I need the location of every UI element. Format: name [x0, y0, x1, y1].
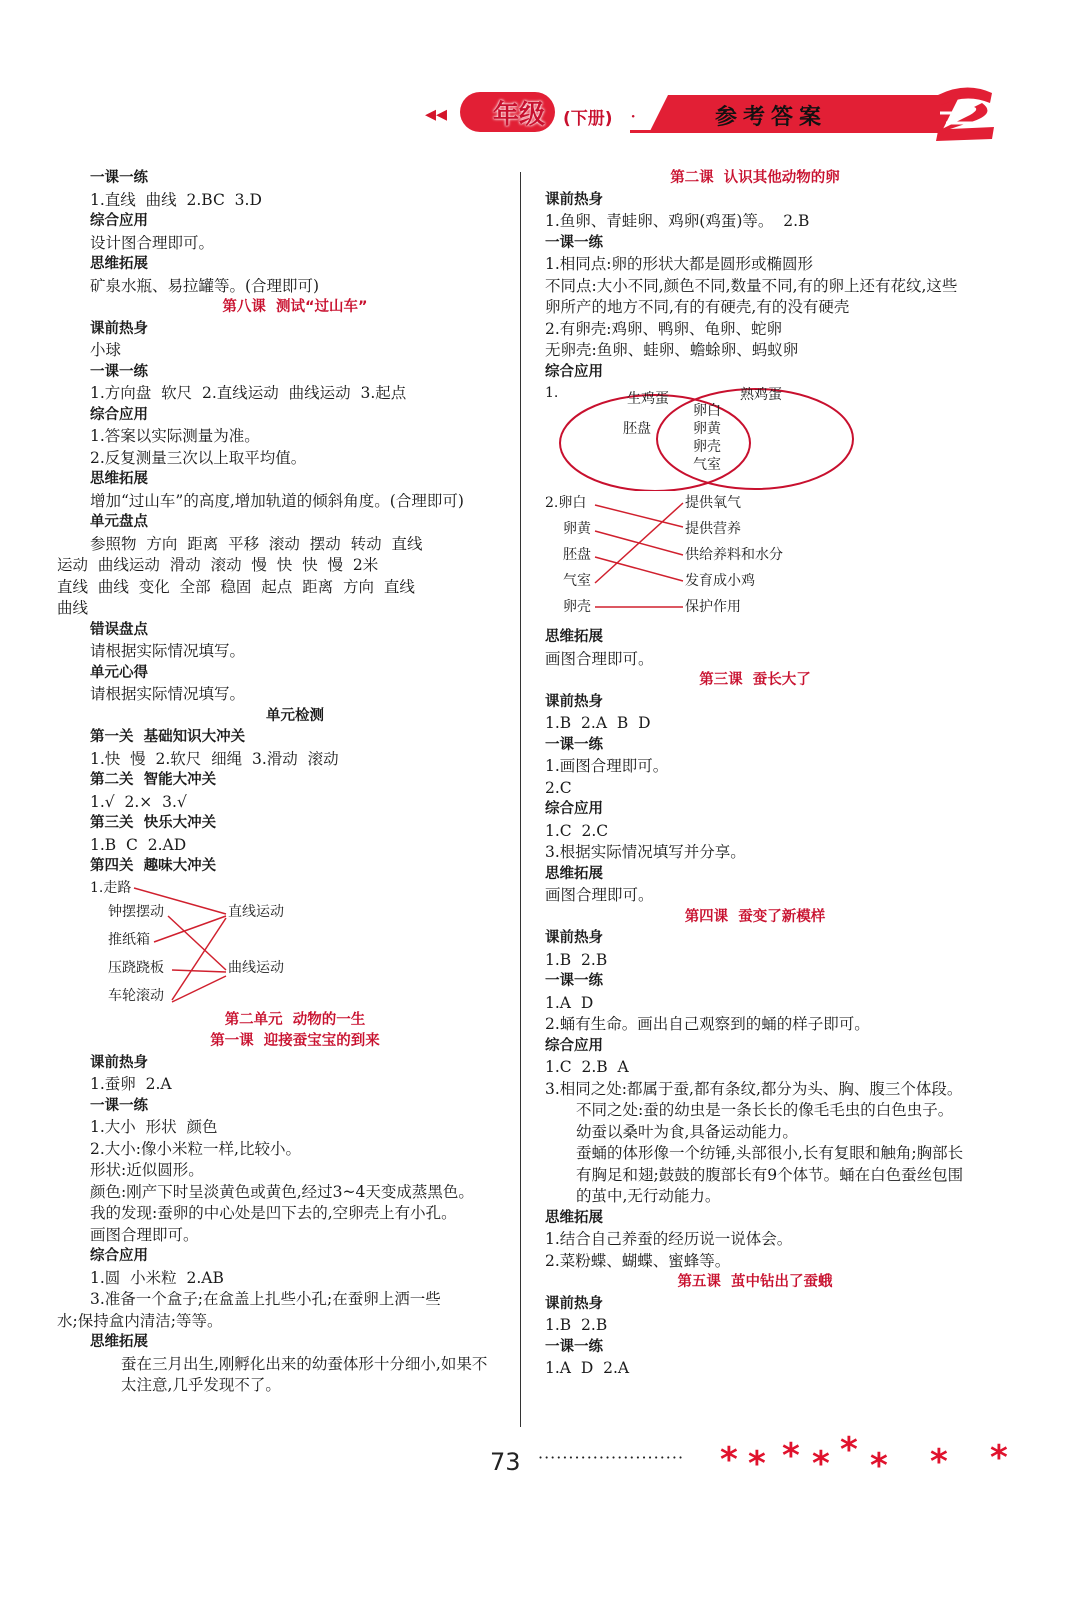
match-right-item: 直线运动	[228, 903, 284, 920]
match-right-item: 保护作用	[685, 599, 741, 615]
lesson-title: 第一课 迎接蚕宝宝的到来	[210, 1033, 380, 1049]
match-line	[154, 916, 226, 942]
right-column	[545, 168, 965, 1380]
venn-common-item: 卵黄	[693, 421, 721, 437]
match-left-item: 车轮滚动	[108, 987, 164, 1004]
section-heading: 错误盘点	[90, 621, 148, 638]
match-right-item: 曲线运动	[228, 959, 284, 976]
venn-right-label: 熟鸡蛋	[740, 387, 782, 403]
star-icon: *	[840, 1430, 858, 1470]
lesson-title: 第四课 蚕变了新模样	[684, 908, 826, 925]
answer-line: 曲线	[57, 599, 89, 617]
left-column	[57, 168, 500, 1397]
answer-line: 2.蛹有生命。画出自己观察到的蛹的样子即可。	[545, 1015, 870, 1033]
venn-right-circle	[657, 389, 853, 489]
answer-line: 无卵壳:鱼卵、蛙卵、蟾蜍卵、蚂蚁卵	[545, 341, 799, 359]
section-heading: 第一关 基础知识大冲关	[90, 729, 246, 745]
answer-line: 1.快 慢 2.软尺 细绳 3.滑动 滚动	[90, 749, 339, 768]
section-heading: 综合应用	[545, 1037, 603, 1054]
answer-line: 2.反复测量三次以上取平均值。	[90, 448, 307, 467]
answer-line: 直线 曲线 变化 全部 稳固 起点 距离 方向 直线	[57, 577, 415, 596]
section-heading: 单元盘点	[90, 514, 148, 530]
section-heading: 一课一练	[90, 363, 148, 380]
match-right-item: 提供营养	[685, 521, 741, 537]
lesson-title: 第二单元 动物的一生	[224, 1011, 366, 1028]
answer-line: 3.相同之处:都属于蚕,都有条纹,都分为头、胸、腹三个体段。	[545, 1079, 963, 1098]
match-right-item: 发育成小鸡	[685, 573, 755, 589]
venn-number: 1.	[545, 385, 559, 401]
section-heading: 综合应用	[90, 213, 148, 229]
star-icon: *	[930, 1442, 948, 1482]
section-heading: 综合应用	[90, 1248, 148, 1264]
answer-line: 1.画图合理即可。	[545, 757, 669, 775]
unit-test-title: 单元检测	[266, 707, 324, 724]
section-heading: 一课一练	[545, 973, 603, 989]
match-line	[172, 918, 226, 1000]
answer-line: 不同点:大小不同,颜色不同,数量不同,有的卵上还有花纹,这些卵所产的地方不同,有的有硬壳,有的没有硬壳	[545, 276, 958, 316]
answer-line: 我的发现:蚕卵的中心处是凹下去的,空卵壳上有小孔。	[90, 1204, 457, 1222]
answer-line: 颜色:刚产下时呈淡黄色或黄色,经过3~4天变成蒸黑色。	[90, 1182, 474, 1201]
footer-dotted-line: ························	[538, 1448, 685, 1467]
star-icon: *	[782, 1436, 800, 1476]
answer-line: 1.鱼卵、青蛙卵、鸡卵(鸡蛋)等。 2.B	[545, 212, 810, 230]
grade-number-logo-icon	[930, 83, 1002, 145]
answer-line: 增加“过山车”的高度,增加轨道的倾斜角度。(合理即可)	[90, 491, 464, 510]
answer-line: 矿泉水瓶、易拉罐等。(合理即可)	[90, 276, 320, 295]
answer-line: 1.直线 曲线 2.BC 3.D	[90, 190, 262, 209]
answer-line: 3.准备一个盒子;在盒盖上扎些小孔;在蚕卵上洒一些	[90, 1290, 441, 1308]
section-heading: 单元心得	[90, 664, 148, 681]
answer-line: 参照物 方向 距离 平移 滚动 摆动 转动 直线	[90, 534, 423, 553]
section-heading: 思维拓展	[545, 629, 603, 645]
star-icon: *	[720, 1440, 738, 1480]
answer-line: 2.C	[545, 778, 572, 797]
section-heading: 综合应用	[545, 801, 603, 817]
answer-line: 1.相同点:卵的形状大都是圆形或椭圆形	[545, 255, 814, 273]
answer-line: 1.B 2.A B D	[545, 714, 651, 732]
star-icon: *	[748, 1444, 766, 1484]
answer-line: 形状:近似圆形。	[90, 1161, 204, 1179]
egg-function-matching-diagram	[545, 493, 845, 625]
section-heading: 综合应用	[90, 406, 148, 423]
answer-line: 2.大小:像小米粒一样,比较小。	[90, 1139, 301, 1158]
lesson-title: 第五课 茧中钻出了蚕蛾	[677, 1274, 833, 1290]
answer-line: 1.方向盘 软尺 2.直线运动 曲线运动 3.起点	[90, 384, 407, 402]
answer-line: 水;保持盒内清洁;等等。	[57, 1311, 223, 1330]
answer-line: 1.√ 2.× 3.√	[90, 792, 187, 811]
answer-line: 画图合理即可。	[545, 649, 654, 668]
match-line	[595, 503, 683, 583]
match-block	[90, 878, 500, 1010]
venn-common-item: 卵壳	[693, 439, 721, 455]
motion-matching-diagram	[90, 878, 350, 1008]
venn-left-only: 胚盘	[623, 421, 651, 437]
match-title: 1.走路	[90, 879, 132, 896]
section-heading: 第二关 智能大冲关	[90, 772, 217, 788]
match-block	[545, 493, 965, 627]
answer-line: 1.C 2.C	[545, 821, 609, 840]
section-heading: 一课一练	[545, 736, 603, 753]
match-left-item: 卵壳	[563, 599, 591, 615]
section-heading: 课前热身	[90, 1054, 148, 1071]
star-icon: *	[870, 1446, 888, 1486]
answer-line: 蚕蛹的体形像一个纺锤,头部很小,长有复眼和触角;胸部长有胸足和翅;鼓鼓的腹部长有9个体节。蛹在白色蚕丝包围的茧中,无行动能力。	[576, 1144, 964, 1205]
answer-line: 请根据实际情况填写。	[90, 685, 246, 703]
answer-line: 1.蚕卵 2.A	[90, 1075, 172, 1093]
answer-line: 蚕在三月出生,刚孵化出来的幼蚕体形十分细小,如果不太注意,几乎发现不了。	[121, 1354, 488, 1394]
section-heading: 课前热身	[545, 693, 603, 710]
page-title: 参考答案	[715, 104, 828, 130]
match-right-item: 提供氧气	[685, 495, 741, 511]
answer-line: 3.根据实际情况填写并分享。	[545, 843, 746, 861]
section-heading: 一课一练	[545, 234, 603, 251]
match-line	[595, 557, 683, 581]
double-arrow-icon: ◂◂	[425, 102, 448, 127]
answer-line: 请根据实际情况填写。	[90, 642, 246, 660]
lesson-title: 第二课 认识其他动物的卵	[670, 170, 840, 186]
answer-line: 1.B 2.B	[545, 1316, 608, 1334]
section-heading: 第四关 趣味大冲关	[90, 858, 217, 874]
section-heading: 课前热身	[545, 191, 603, 208]
venn-block	[545, 383, 965, 493]
lesson-title: 第三课 蚕长大了	[699, 672, 811, 688]
section-heading: 思维拓展	[90, 1334, 148, 1350]
answer-line: 1.答案以实际测量为准。	[90, 427, 260, 445]
star-icon: *	[812, 1444, 830, 1484]
section-heading: 综合应用	[545, 363, 603, 380]
section-heading: 课前热身	[545, 930, 603, 946]
section-heading: 一课一练	[90, 170, 148, 186]
section-heading: 第三关 快乐大冲关	[90, 815, 217, 831]
answer-line: 1.大小 形状 颜色	[90, 1118, 218, 1136]
answer-line: 画图合理即可。	[545, 886, 654, 904]
column-divider	[520, 172, 521, 1427]
grade-label: 年级	[493, 100, 546, 130]
match-line	[172, 970, 226, 972]
match-left-item: 胚盘	[563, 547, 591, 563]
match-left-item: 推纸箱	[108, 931, 150, 948]
section-heading: 思维拓展	[90, 256, 148, 272]
section-heading: 一课一练	[545, 1338, 603, 1355]
match-right-item: 供给养料和水分	[685, 547, 783, 563]
venn-common-item: 气室	[693, 457, 721, 473]
answer-line: 1.B C 2.AD	[90, 835, 187, 854]
match-left-item: 压跷跷板	[108, 959, 164, 976]
section-heading: 思维拓展	[545, 865, 603, 882]
page-number: 73	[490, 1448, 521, 1476]
lesson-title: 第八课 测试“过山车”	[222, 299, 368, 315]
answer-line: 2.菜粉蝶、蝴蝶、蜜蜂等。	[545, 1251, 731, 1270]
answer-line: 1.A D	[545, 993, 594, 1012]
section-heading: 思维拓展	[90, 471, 148, 487]
answer-line: 1.B 2.B	[545, 950, 608, 969]
answer-line: 设计图合理即可。	[90, 233, 215, 252]
venn-left-circle	[560, 395, 750, 491]
section-heading: 课前热身	[90, 320, 148, 337]
venn-common-item: 卵白	[693, 403, 721, 419]
match-left-item: 2.卵白	[545, 495, 587, 511]
section-heading: 思维拓展	[545, 1209, 603, 1226]
egg-venn-diagram	[545, 383, 865, 491]
venn-left-label: 生鸡蛋	[627, 391, 669, 407]
match-left-item: 卵黄	[563, 521, 591, 537]
answer-line: 1.结合自己养蚕的经历说一说体会。	[545, 1230, 793, 1248]
star-icon: *	[990, 1438, 1008, 1478]
match-left-item: 气室	[563, 573, 591, 589]
match-left-item: 钟摆摆动	[108, 903, 164, 920]
answer-line: 画图合理即可。	[90, 1225, 199, 1244]
answer-line: 1.A D 2.A	[545, 1359, 630, 1377]
section-heading: 课前热身	[545, 1295, 603, 1312]
answer-line: 小球	[90, 341, 122, 359]
footer-stars	[720, 1430, 1020, 1486]
separator-dot: ·	[630, 104, 637, 128]
answer-line: 运动 曲线运动 滑动 滚动 慢 快 快 慢 2米	[57, 556, 379, 574]
header-banner	[425, 80, 1025, 150]
answer-line: 1.圆 小米粒 2.AB	[90, 1268, 224, 1287]
answer-line: 1.C 2.B A	[545, 1058, 629, 1076]
answer-line: 不同之处:蚕的幼虫是一条长长的像毛毛虫的白色虫子。幼蚕以桑叶为食,具备运动能力。	[576, 1101, 954, 1141]
section-heading: 一课一练	[90, 1097, 148, 1114]
answer-line: 2.有卵壳:鸡卵、鸭卵、龟卵、蛇卵	[545, 319, 783, 338]
term-label: (下册)	[563, 109, 613, 129]
